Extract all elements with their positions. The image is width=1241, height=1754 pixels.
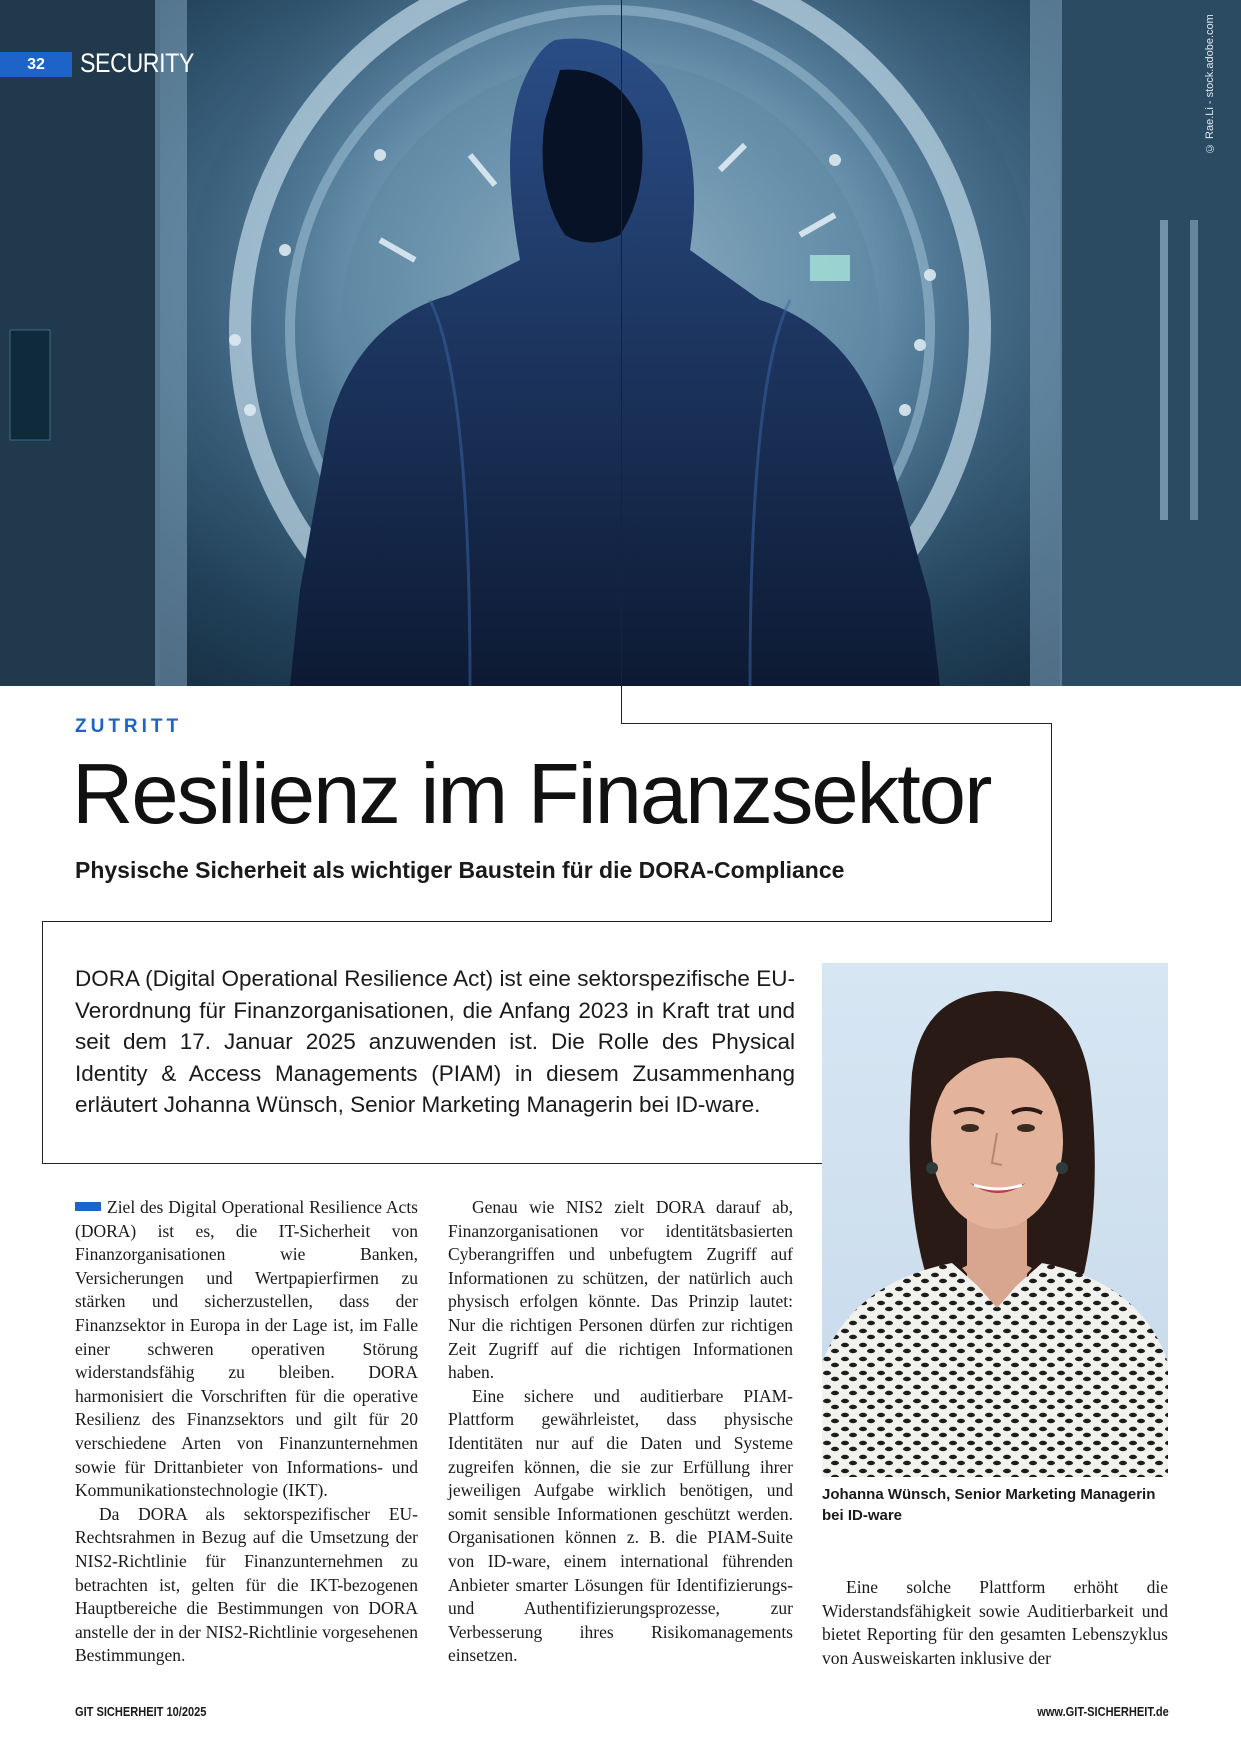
- footer-publication: GIT SICHERHEIT 10/2025: [75, 1704, 207, 1719]
- section-label: SECURITY: [80, 48, 194, 78]
- article-subtitle: Physische Sicherheit als wichtiger Baustein für die DORA-Compliance: [75, 857, 845, 883]
- page-number: 32: [0, 52, 72, 77]
- portrait-caption: Johanna Wünsch, Senior Marketing Managerin bei ID-ware: [822, 1486, 1156, 1524]
- frame-line-horizontal-lower: [42, 1163, 822, 1164]
- article-start-marker: [75, 1202, 101, 1211]
- frame-line-horizontal-middle: [42, 921, 1052, 922]
- paragraph: Eine sichere und auditierbare PIAM-Plattform gewährleistet, dass physische Identitäten nur auf die Daten und Systeme zugreifen können, die sie zur Erfüllung ihrer jeweiligen Aufgabe wirklich benötigen, und somit sensible Informationen geschützt werden. Organisationen können z. B. die PIAM-Suite von ID-ware, einem international führenden Anbieter smarter Lösungen für Identifizierungs- und Authentifizierungsprozesse, zur Verbesserung ihres Risikomanagements einsetzen.: [448, 1385, 793, 1666]
- footer-website: www.GIT-SICHERHEIT.de: [1037, 1704, 1169, 1719]
- paragraph: Genau wie NIS2 zielt DORA darauf ab, Finanzorganisationen vor identitätsbasierten Cyberangriffen und unbefugtem Zugriff auf Informationen zu schützen, der natürlich auch physisch erfolgen könnte. Das Prinzip lautet: Nur die richtigen Personen dürfen zur richtigen Zeit Zugriff auf die richtigen Informationen haben.: [448, 1197, 793, 1383]
- article-title: Resilienz im Finanzsektor: [72, 747, 991, 842]
- body-column-3: [822, 1576, 1168, 1670]
- body-column-2: [448, 1196, 793, 1668]
- frame-line-vertical-top: [621, 0, 622, 723]
- portrait-illustration: [822, 963, 1168, 1477]
- frame-line-vertical-right: [1051, 723, 1052, 921]
- paragraph-text: Ziel des Digital Operational Resilience Acts (DORA) ist es, die IT-Sicherheit von Finanzorganisationen wie Banken, Versicherungen und Wertpapierfirmen zu stärken und sicherzustellen, dass der Finanzsektor in Europa in der Lage ist, im Falle einer schweren operativen Störung widerstandsfähig zu bleiben. DORA harmonisiert die Vorschriften für die operative Resilienz des Finanzsektors und gilt für 20 verschiedene Arten von Finanzunternehmen sowie für Drittanbieter von Informations- und Kommunikationstechnologie (IKT).: [75, 1197, 418, 1501]
- frame-line-horizontal-upper: [621, 723, 1052, 724]
- photo-credit: © Rae.Li - stock.adobe.com: [1204, 14, 1216, 154]
- article-intro: DORA (Digital Operational Resilience Act) ist eine sektorspezifische EU-Verordnung für Finanzorganisationen, die Anfang 2023 in Kraft trat und seit dem 17. Januar 2025 anzuwenden ist. Die Rolle des Physical Identity & Access Managements (PIAM) in diesem Zusammenhang erläutert Johanna Wünsch, Senior Marketing Managerin bei ID-ware.: [75, 966, 795, 1117]
- frame-line-vertical-left: [42, 921, 43, 1163]
- paragraph: Eine solche Plattform erhöht die Widerstandsfähigkeit sowie Auditierbarkeit und bietet Reporting für den gesamten Lebenszyklus von Ausweiskarten inklusive der: [822, 1577, 1168, 1668]
- paragraph: [75, 1196, 418, 1503]
- article-kicker: ZUTRITT: [75, 716, 183, 737]
- body-column-1: [75, 1196, 418, 1668]
- author-portrait: [822, 963, 1168, 1477]
- paragraph: Da DORA als sektorspezifischer EU-Rechtsrahmen in Bezug auf die Umsetzung der NIS2-Richtlinie für Finanzunternehmen zu betrachten ist, gelten für die IKT-bezogenen Hauptbereiche die Bestimmungen von DORA anstelle der in der NIS2-Richtlinie vorgesehenen Bestimmungen.: [75, 1503, 418, 1666]
